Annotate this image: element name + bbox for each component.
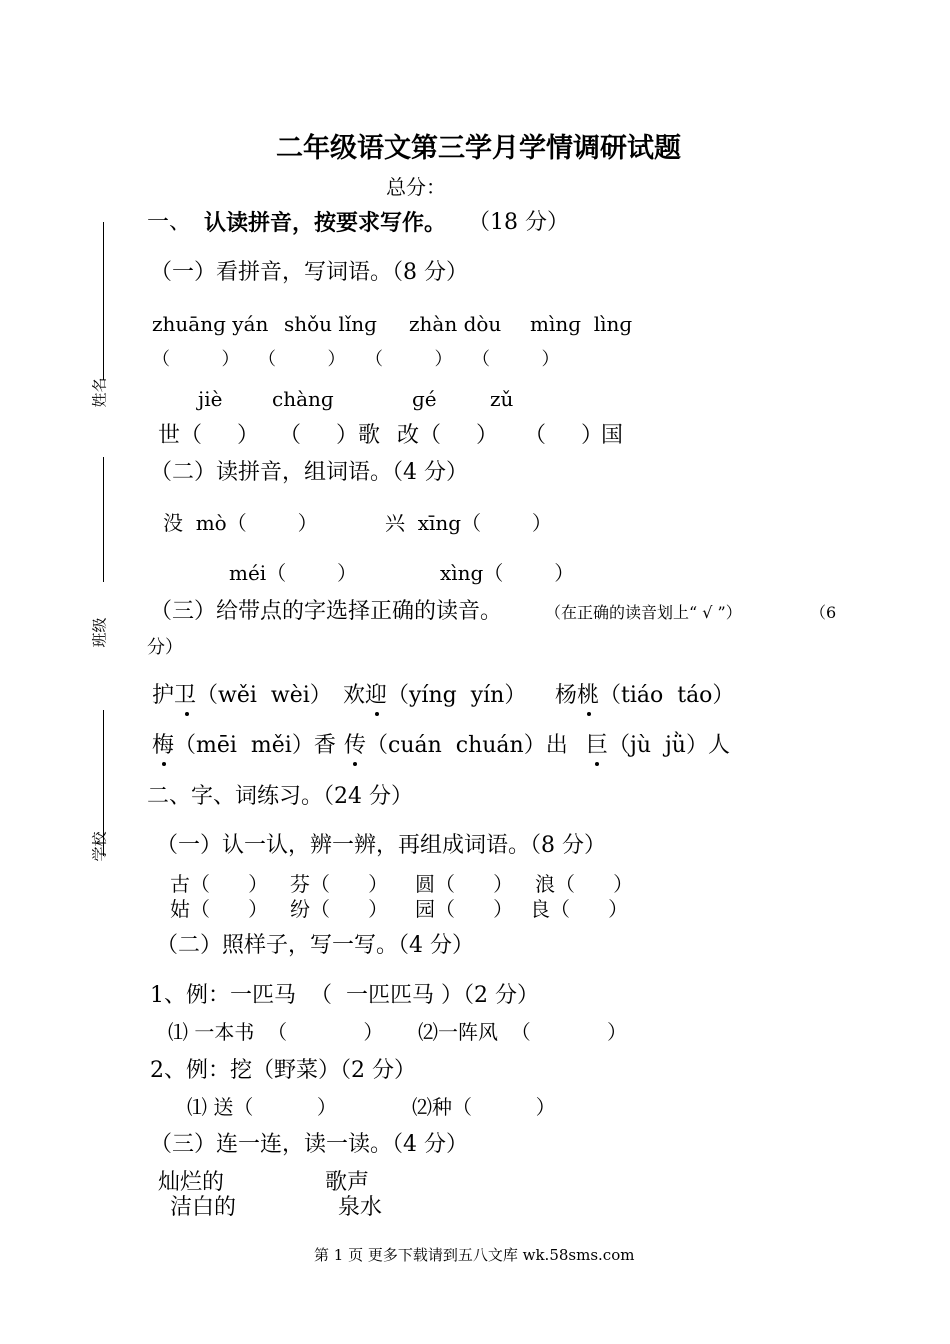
pinyin-item: jiè (198, 387, 223, 411)
binding-line-2 (103, 457, 104, 582)
example-item[interactable]: ⑴ 一本书 （ ） (168, 1020, 384, 1044)
answer-blank[interactable]: （ ） (152, 349, 240, 370)
match-right-item[interactable]: 歌声 (325, 1170, 370, 1195)
char-compare[interactable]: 圆（ ） (415, 872, 514, 896)
part3-title: （三）给带点的字选择正确的读音。 (150, 599, 503, 624)
char-compare[interactable]: 良（ ） (530, 897, 629, 921)
fill-word[interactable]: （ ）歌 (279, 423, 380, 448)
reading-choice[interactable]: 梅（mēi měi）香 (152, 733, 336, 758)
emphasis-dot (162, 762, 166, 766)
word-group[interactable]: 没 mò（ ） (163, 511, 318, 535)
emphasis-dot (595, 762, 599, 766)
section1-number: 一、 (147, 210, 192, 235)
match-left-item[interactable]: 灿烂的 (158, 1170, 225, 1195)
char-compare[interactable]: 姑（ ） (170, 897, 269, 921)
reading-choice[interactable]: 传（cuán chuán）出 (344, 733, 568, 758)
char-compare[interactable]: 古（ ） (170, 872, 269, 896)
total-score-label: 总分： (386, 175, 446, 199)
fill-word[interactable]: 改（ ） (397, 423, 498, 448)
word-group[interactable]: 兴 xīng（ ） (385, 511, 552, 535)
part2-2-title: （二）照样子，写一写。（4 分） (156, 933, 474, 958)
example-item[interactable]: ⑵种（ ） (412, 1095, 556, 1119)
pinyin-item: zhàn dòu (409, 312, 502, 336)
reading-choice[interactable]: 巨（jù jǜ）人 (586, 733, 730, 758)
pinyin-item: zǔ (490, 387, 514, 411)
part3-score-a: （6 (810, 603, 837, 622)
emphasis-dot (185, 712, 189, 716)
part2-3-title: （三）连一连，读一读。（4 分） (150, 1132, 468, 1157)
school-field-label: 学校 (90, 831, 109, 862)
word-group[interactable]: méi（ ） (229, 561, 358, 585)
fill-word[interactable]: 世（ ） (158, 423, 259, 448)
example-2: 2、例：挖（野菜）（2 分） (150, 1058, 416, 1083)
answer-blank[interactable]: （ ） (472, 349, 560, 370)
fill-word-char: 国 (601, 423, 624, 448)
section1-score: （18 分） (468, 210, 569, 235)
match-left-item[interactable]: 洁白的 (170, 1195, 237, 1220)
reading-choice[interactable]: 杨桃（tiáo táo） (555, 683, 735, 708)
reading-choice[interactable]: 护卫（wěi wèi） (152, 683, 332, 708)
pinyin-item: mìnɡ lìnɡ (530, 312, 633, 336)
part3-score-b: 分） (147, 637, 183, 658)
char-compare[interactable]: 园（ ） (415, 897, 514, 921)
emphasis-dot (375, 712, 379, 716)
reading-choice[interactable]: 欢迎（yíng yín） (343, 683, 527, 708)
section1-heading: 认读拼音，按要求写作。 (204, 210, 447, 236)
char-compare[interactable]: 浪（ ） (535, 872, 634, 896)
match-right-item[interactable]: 泉水 (338, 1195, 383, 1220)
word-group[interactable]: xìng（ ） (440, 561, 575, 585)
emphasis-dot (353, 762, 357, 766)
pinyin-item: zhuānɡ yán (152, 312, 269, 336)
page-title: 二年级语文第三学月学情调研试题 (276, 133, 681, 164)
answer-blank[interactable]: （ ） (258, 349, 346, 370)
fill-word[interactable]: （ ） (524, 423, 603, 448)
binding-line-1 (103, 222, 104, 380)
char-compare[interactable]: 芬（ ） (290, 872, 389, 896)
pinyin-item: ɡé (412, 387, 437, 411)
example-item[interactable]: ⑵一阵风 （ ） (418, 1020, 628, 1044)
char-compare[interactable]: 纷（ ） (290, 897, 389, 921)
pinyin-item: shǒu lǐnɡ (284, 312, 377, 336)
page-footer: 第 1 页 更多下载请到五八文库 wk.58sms.com (314, 1246, 635, 1264)
part3-note: （在正确的读音划上“ √ ”） (545, 603, 742, 622)
part2-1-title: （一）认一认，辨一辨，再组成词语。（8 分） (156, 833, 606, 858)
pinyin-item: chànɡ (272, 387, 334, 411)
example-item[interactable]: ⑴ 送（ ） (187, 1095, 337, 1119)
name-field-label: 姓名 (90, 377, 109, 408)
class-field-label: 班级 (90, 617, 109, 648)
emphasis-dot (587, 712, 591, 716)
part1-title: （一）看拼音，写词语。（8 分） (150, 260, 468, 285)
section2-heading: 二、字、词练习。（24 分） (147, 784, 413, 809)
part2-title: （二）读拼音，组词语。（4 分） (150, 460, 468, 485)
answer-blank[interactable]: （ ） (365, 349, 453, 370)
example-1: 1、例：一匹马 （ 一匹匹马 ）（2 分） (150, 983, 539, 1008)
